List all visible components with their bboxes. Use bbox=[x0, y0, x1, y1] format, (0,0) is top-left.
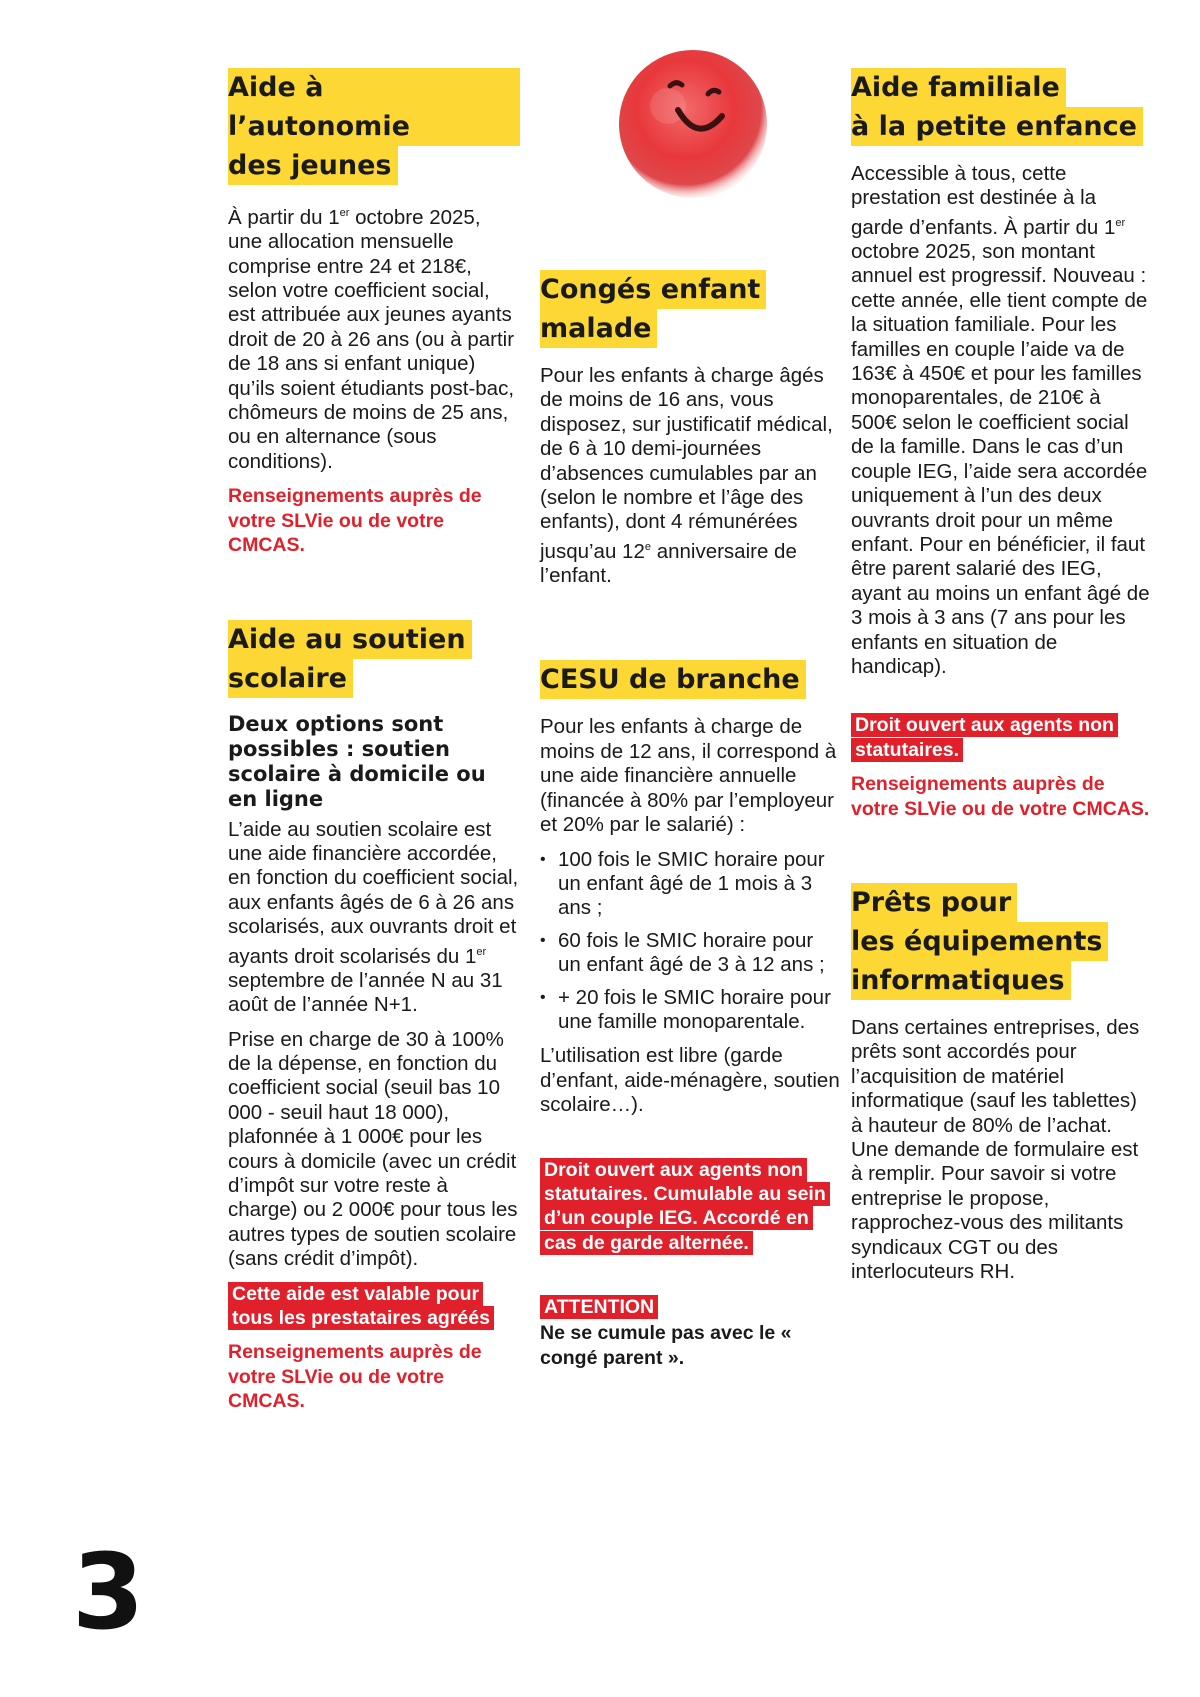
column-right bbox=[851, 68, 1151, 1294]
column-middle bbox=[540, 270, 840, 1370]
column-left bbox=[228, 68, 520, 1414]
page-number: 3 bbox=[72, 1531, 145, 1653]
conges-body: Pour les enfants à charge âgés de moins de 16 ans, vous disposez, sur justificatif médical, de 6 à 10 demi-journées d’absences cumulables par an (selon le nombre et l’âge des enfants), dont 4 rémunérées jusqu’au 12e anniversaire de l’enfant. bbox=[540, 364, 833, 588]
prets-body: Dans certaines entreprises, des prêts sont accordés pour l’acquisition de matériel informatique (sauf les tablettes) à hauteur de 80% de l’achat. Une demande de formulaire est à remplir. Pour savoir si votre entreprise le propose, rapprochez-vous des militants syndicaux CGT ou des interlocuteurs RH. bbox=[851, 1015, 1140, 1284]
autonomie-info: Renseignements auprès de votre SLVie ou de votre CMCAS. bbox=[228, 485, 482, 557]
heading-autonomie: Aide à l’autonomie des jeunes bbox=[228, 68, 520, 185]
heading-familiale: Aide familiale à la petite enfance bbox=[851, 68, 1151, 146]
soutien-subtitle: Deux options sont possibles : soutien scolaire à domicile ou en ligne bbox=[228, 711, 486, 811]
soutien-paragraph-2: Prise en charge de 30 à 100% de la dépense, en fonction du coefficient social (seuil bas 10 000 - seuil haut 18 000), plafonnée à 1 000€ pour les cours à domicile (avec un crédit d’impôt sur votre reste à charge) ou 2 000€ pour tous les autres types de soutien scolaire (sans crédit d’impôt). bbox=[228, 1027, 518, 1271]
heading-prets: Prêts pour les équipements informatiques bbox=[851, 883, 1151, 1000]
list-item: • + 20 fois le SMIC horaire pour une famille monoparentale. bbox=[540, 986, 840, 1035]
heading-conges: Congés enfant malade bbox=[540, 270, 840, 348]
attention-block bbox=[540, 1295, 840, 1370]
heading-cesu: CESU de branche bbox=[540, 660, 840, 699]
section-conges-enfant-malade bbox=[540, 270, 840, 588]
soutien-notice: Cette aide est valable pour tous les prestataires agréés bbox=[228, 1282, 520, 1331]
familiale-notice: Droit ouvert aux agents non statutaires. bbox=[851, 713, 1151, 762]
heading-soutien: Aide au soutien scolaire bbox=[228, 620, 520, 698]
section-aide-familiale bbox=[851, 68, 1151, 821]
cesu-usage: L’utilisation est libre (garde d’enfant, aide-ménagère, soutien scolaire…). bbox=[540, 1044, 840, 1117]
attention-label: ATTENTION bbox=[540, 1295, 658, 1319]
cesu-list bbox=[540, 848, 840, 1035]
autonomie-body: À partir du 1er octobre 2025, une allocation mensuelle comprise entre 24 et 218€, selon votre coefficient social, est attribuée aux jeunes ayants droit de 20 à 26 ans (ou à partir de 18 ans si enfant unique) qu’ils soient étudiants post-bac, chômeurs de moins de 25 ans, ou en alternance (sous conditions). bbox=[228, 205, 515, 473]
smiling-red-sphere-icon bbox=[608, 36, 778, 206]
section-autonomie-jeunes bbox=[228, 68, 520, 558]
cesu-intro: Pour les enfants à charge de moins de 12 ans, il correspond à une aide financière annuelle (financée à 80% par l’employeur et 20% par le salarié) : bbox=[540, 715, 837, 837]
list-item: • 60 fois le SMIC horaire pour un enfant âgé de 3 à 12 ans ; bbox=[540, 929, 840, 978]
soutien-paragraph-1: L’aide au soutien scolaire est une aide financière accordée, en fonction du coefficient social, aux enfants âgés de 6 à 26 ans scolarisés, aux ouvrants droit et ayants droit scolarisés du 1er septembre de l’année N au 31 août de l’année N+1. bbox=[228, 817, 519, 1017]
cesu-notice: Droit ouvert aux agents non statutaires. Cumulable au sein d’un couple IEG. Accordé en cas de garde alternée. bbox=[540, 1158, 840, 1256]
list-item: • 100 fois le SMIC horaire pour un enfant âgé de 1 mois à 3 ans ; bbox=[540, 848, 840, 921]
attention-text: Ne se cumule pas avec le « congé parent ». bbox=[540, 1322, 792, 1369]
section-prets-informatiques bbox=[851, 883, 1151, 1284]
section-soutien-scolaire bbox=[228, 620, 520, 1414]
section-cesu-branche bbox=[540, 660, 840, 1370]
familiale-body: Accessible à tous, cette prestation est destinée à la garde d’enfants. À partir du 1er octobre 2025, son montant annuel est progressif. Nouveau : cette année, elle tient compte de la situation familiale. Pour les familles en couple l’aide va de 163€ à 450€ et pour les familles monoparentales, de 210€ à 500€ selon le coefficient social de la famille. Dans le cas d’un couple IEG, l’aide sera accordée uniquement à l’un des deux ouvrants droit pour un même enfant. Pour en bénéficier, il faut être parent salarié des IEG, ayant au moins un enfant âgé de 3 mois à 3 ans (7 ans pour les enfants en situation de handicap). bbox=[851, 162, 1150, 678]
familiale-info: Renseignements auprès de votre SLVie ou de votre CMCAS. bbox=[851, 773, 1150, 820]
soutien-info: Renseignements auprès de votre SLVie ou de votre CMCAS. bbox=[228, 1341, 482, 1413]
